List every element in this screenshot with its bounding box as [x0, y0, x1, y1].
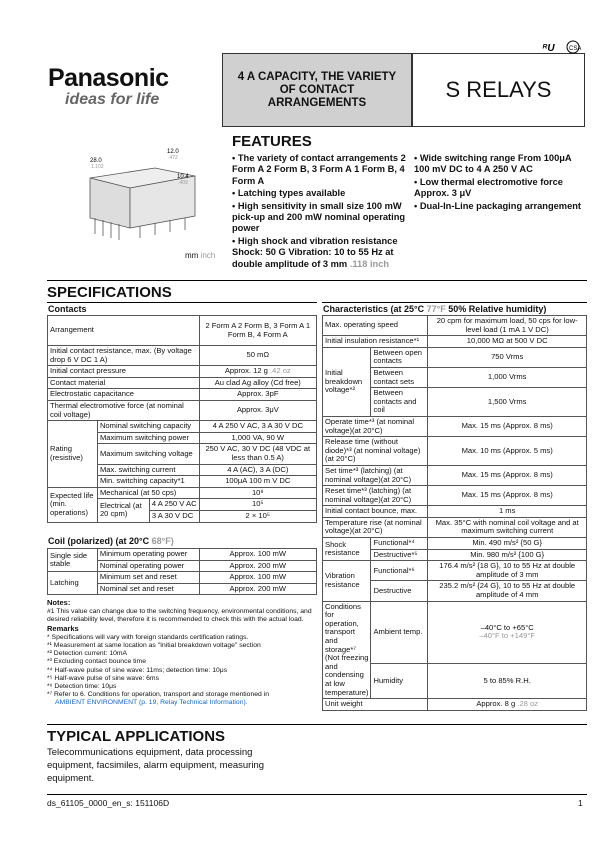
doc-id: ds_61105_0000_en_s: 151106D [47, 798, 170, 808]
svg-text:10.4: 10.4 [177, 174, 189, 180]
notes-block: Notes: #1 This value can change due to the switching frequency, environmental conditions, and desired reliability level, therefore it is recommended to check this with the actual load. Remarks * Specifications will vary with foreign standards certification ratings. *¹ Measurement at same location as "Initial breakdown voltage" section *² Detection current: 10mA *³ Excluding contact bounce time *⁴ Half-wave pulse of sine wave: 11ms; detection time: 10μs *⁵ Half-wave pulse of sine wave: 6ms *⁶ Detection time: 10μs *⁷ Refer to 6. Conditions for operation, transport and storage mentioned in AMBIENT ENVIRONMENT (p. 19, Relay Technical Information). [47, 598, 312, 707]
units-legend: mm inch [185, 251, 216, 260]
svg-text:1.102: 1.102 [91, 164, 104, 170]
page-number: 1 [578, 798, 583, 808]
typical-applications-text: Telecommunications equipment, data processing equipment, facsimiles, alarm equipment, measuring equipment. [47, 747, 265, 784]
svg-text:.409: .409 [178, 180, 188, 186]
product-title: S RELAYS [412, 53, 585, 127]
section-rule [47, 724, 587, 725]
coil-heading: Coil (polarized) (at 20°C 68°F) [48, 536, 174, 546]
ambient-environment-link[interactable]: AMBIENT ENVIRONMENT (p. 19, Relay Technical Information). [55, 699, 248, 707]
svg-text:28.0: 28.0 [90, 158, 102, 164]
features-heading: FEATURES [232, 133, 312, 150]
contacts-heading: Contacts [48, 304, 87, 314]
svg-text:ᴿU: ᴿU [542, 43, 555, 54]
typical-applications-heading: TYPICAL APPLICATIONS [47, 728, 226, 745]
specifications-heading: SPECIFICATIONS [47, 284, 172, 301]
features-left-list: • The variety of contact arrangements 2 Form A 2 Form B, 3 Form A 1 Form B, 4 Form A • Latching types available • High sensitivity in small size 100 mW pick-up and 200 mW nominal operating power • High shock and vibration resistance Shock: 50 G Vibration: 10 to 55 Hz at double amplitude of 3 mm .118 inch [232, 153, 406, 269]
characteristics-table: Max. operating speed 20 cpm for maximum load, 50 cps for low-level load (1 mA 1 V DC) Initial insulation resistance*¹ 10,000 MΩ at 500 V DC Initial breakdown voltage*² Between open contacts 750 Vrms Between contact sets 1,000 Vrms Between contacts and coil 1,500 Vrms Operate time*³ (at nominal voltage)(at 20°C) Max. 15 ms (Approx. 8 ms) Release time (without diode)*³ (at nominal voltage)(at 20°C) Max. 10 ms (Approx. 5 ms) Set time*³ (latching) (at nominal voltage)(at 20°C) Max. 15 ms (Approx. 8 ms) Reset time*³ (latching) (at nominal voltage)(at 20°C) Max. 15 ms (Approx. 8 ms) Initial contact bounce, max. 1 ms Temperature rise (at nominal voltage)(at 20°C) Max. 35°C with nominal coil voltage and at maximum switching current Shock resistance Functional*⁴ Min. 490 m/s² {50 G} Destructive*⁵ Min. 980 m/s² {100 G} Vibration resistance Functional*⁶ 176.4 m/s² {18 G}, 10 to 55 Hz at double amplitude of 3 mm Destructive 235.2 m/s² {24 G}, 10 to 55 Hz at double amplitude of 4 mm Conditions for operation, transport and storage*⁷ (Not freezing and condensing at low temperature) Ambient temp. –40°C to +65°C –40°F to +149°F Humidity 5 to 85% R.H. Unit weight Approx. 8 g .28 oz [322, 315, 587, 711]
category-title: 4 A CAPACITY, THE VARIETY OF CONTACT ARRANGEMENTS [222, 53, 412, 127]
section-rule [322, 302, 587, 303]
brand-tagline: ideas for life [65, 91, 160, 108]
footer-rule [47, 794, 587, 795]
features-right-list: • Wide switching range From 100μA 100 mV DC to 4 A 250 V AC • Low thermal electromotive force Approx. 3 μV • Dual-In-Line packaging arrangement [414, 153, 582, 211]
coil-table: Single side stable Minimum operating power Approx. 100 mW Nominal operating power Approx. 200 mW Latching Minimum set and reset Approx. 100 mW Nominal set and reset Approx. 200 mW [47, 548, 317, 595]
relay-product-image [85, 138, 205, 248]
contacts-table: Arrangement 2 Form A 2 Form B, 3 Form A 1 Form B, 4 Form A Initial contact resistance, max. (By voltage drop 6 V DC 1 A) 50 mΩ Initial contact pressure Approx. 12 g .42 oz Contact material Au clad Ag alloy (Cd free) Electrostatic capacitance Approx. 3pF Thermal electromotive force (at nominal coil voltage) Approx. 3μV Rating (resistive) Nominal switching capacity 4 A 250 V AC, 3 A 30 V DC Maximum switching power 1,000 VA, 90 W Maximum switching voltage 250 V AC, 30 V DC (48 VDC at less than 0.5 A) Max. switching current 4 A (AC), 3 A (DC) Min. switching capacity*1 100μA 100 m V DC Expected life (min. operations) Mechanical (at 50 cps) 10⁸ Electrical (at 20 cpm) 4 A 250 V AC 10⁵ 3 A 30 V DC 2 × 10⁵ [47, 315, 317, 523]
certification-icon [540, 40, 582, 54]
svg-text:CSA: CSA [569, 46, 582, 52]
brand-logo: Panasonic [48, 64, 169, 92]
section-rule [47, 280, 587, 281]
svg-text:12.0: 12.0 [167, 149, 179, 155]
characteristics-heading: Characteristics (at 25°C 77°F 50% Relative humidity) [323, 304, 547, 314]
section-rule [47, 302, 317, 303]
svg-text:.472: .472 [168, 155, 178, 161]
